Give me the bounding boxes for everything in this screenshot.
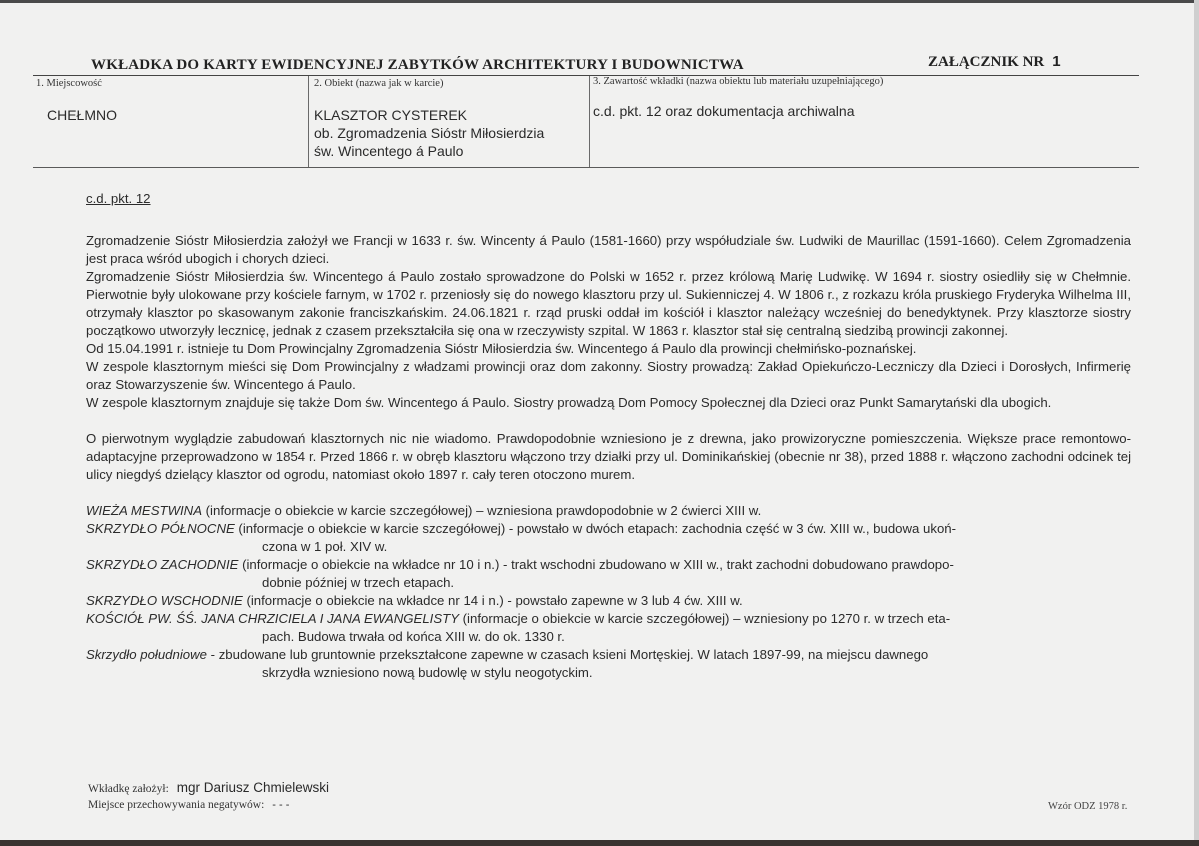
entry-continuation: pach. Budowa trwała od końca XIII w. do ok. 1330 r.	[262, 629, 565, 644]
contents-label: 3. Zawartość wkładki (nazwa obiektu lub materiału uzupełniającego)	[593, 76, 884, 87]
annex-label	[928, 53, 1061, 71]
object-label: 2. Obiekt (nazwa jak w karcie)	[314, 78, 444, 89]
entry-south-wing	[86, 646, 1131, 682]
page-edge-top	[0, 0, 1199, 3]
entry-text: (informacje o obiekcie w karcie szczegółowej) – wzniesiony po 1270 r. w trzech eta-	[459, 611, 951, 626]
entry-text: (informacje o obiekcie w karcie szczegółowej) – wzniesiona prawdopodobnie w 2 ćwierci XIII w.	[202, 503, 762, 518]
paragraph-province-house: Od 15.04.1991 r. istnieje tu Dom Prowincjalny Zgromadzenia Sióstr Miłosierdzia św. Wincentego á Paulo dla prowincji chełmińsko-poznańskej.	[86, 341, 917, 356]
document-body	[86, 190, 1131, 682]
page-edge-bottom	[0, 840, 1199, 846]
column-divider-1	[308, 76, 309, 167]
entry-tower	[86, 502, 1131, 520]
entry-text: (informacje o obiekcie na wkładce nr 10 i n.) - trakt wschodni zbudowano w XIII w., trakt zachodni dobudowano prawdopo-	[238, 557, 954, 572]
negatives-value: - - -	[272, 799, 290, 811]
annex-label-text: ZAŁĄCZNIK NR	[928, 54, 1045, 70]
entry-continuation: skrzydła wzniesiono nową budowlę w stylu neogotyckim.	[262, 665, 593, 680]
column-divider-2	[589, 76, 590, 167]
locality-value: CHEŁMNO	[47, 107, 118, 123]
entry-name: KOŚCIÓŁ PW. ŚŚ. JANA CHRZICIELA I JANA EWANGELISTY	[86, 611, 459, 626]
paragraph-founding: Zgromadzenie Sióstr Miłosierdzia założył we Francji w 1633 r. św. Wincenty á Paulo (1581-1660) przy współudziale św. Ludwiki de Maurillac (1591-1660). Celem Zgromadzenia jest praca wśród ubogich i chorych dzieci.	[86, 233, 1131, 266]
entry-name: WIEŻA MESTWINA	[86, 503, 202, 518]
page-edge-right	[1194, 0, 1199, 846]
entry-church	[86, 610, 1131, 646]
author-value: mgr Dariusz Chmielewski	[176, 780, 330, 795]
paragraph-buildings: O pierwotnym wyglądzie zabudowań klasztornych nic nie wiadomo. Prawdopodobnie wzniesiono je z drewna, jako prowizoryczne pomieszczenia. Większe prace remontowo-adaptacyjne przeprowadzono w 1854 r. Przed 1866 r. w obręb klasztoru włączono trzy działki przy ul. Dominikańskiej (obecnie nr 38), przed 1888 r. włączono zachodni odcinek tej ulicy niegdyś dzielący klasztor od ogrodu, natomiast około 1897 r. cały teren otoczono murem.	[86, 431, 1131, 482]
entry-name: SKRZYDŁO ZACHODNIE	[86, 557, 239, 572]
entry-name: Skrzydło południowe	[86, 647, 207, 662]
form-title: WKŁADKA DO KARTY EWIDENCYJNEJ ZABYTKÓW ARCHITEKTURY I BUDOWNICTWA	[91, 57, 744, 73]
table-top-line	[33, 75, 1139, 76]
entry-continuation: czona w 1 poł. XIV w.	[262, 539, 388, 554]
section-heading: c.d. pkt. 12	[86, 191, 151, 206]
table-bottom-line	[33, 167, 1139, 168]
object-line-2: ob. Zgromadzenia Sióstr Miłosierdzia	[314, 125, 545, 141]
negatives-row	[88, 795, 289, 813]
entry-west-wing	[86, 556, 1131, 592]
paragraph-vincent-house: W zespole klasztornym znajduje się także Dom św. Wincentego á Paulo. Siostry prowadzą Dom Pomocy Społecznej dla Dzieci oraz Punkt Samarytański dla ubogich.	[86, 395, 1052, 410]
paragraph-history: Zgromadzenie Sióstr Miłosierdzia św. Wincentego á Paulo zostało sprowadzone do Polski w 1652 r. przez królową Marię Ludwikę. W 1694 r. siostry osiedliły się w Chełmnie. Pierwotnie były ulokowane przy kościele farnym, w 1702 r. przeniosły się do nowego klasztoru przy ul. Sukienniczej 4. W 1806 r., z rozkazu króla pruskiego Fryderyka Wilhelma III, otrzymały klasztor po skasowanym zakonie franciszkańskim. 24.06.1821 r. rząd pruski oddał im kościół i klasztor należący wcześniej do benedyktynek. Przy klasztorze siostry początkowo utworzyły lecznicę, jednak z czasem przekształciła się ona w rzeczywisty szpital. W 1863 r. klasztor stał się centralną siedzibą prowincji zakonnej.	[86, 269, 1131, 338]
contents-value: c.d. pkt. 12 oraz dokumentacja archiwalna	[593, 103, 855, 119]
entry-north-wing	[86, 520, 1131, 556]
author-label: Wkładkę założył:	[88, 783, 169, 795]
locality-label: 1. Miejscowość	[36, 78, 102, 89]
annex-number: 1	[1052, 53, 1061, 70]
form-pattern-label: Wzór ODZ 1978 r.	[1048, 801, 1128, 812]
negatives-label: Miejsce przechowywania negatywów:	[88, 799, 265, 811]
object-value	[314, 106, 544, 160]
entry-name: SKRZYDŁO WSCHODNIE	[86, 593, 243, 608]
entry-text: - zbudowane lub gruntownie przekształcone zapewne w czasach ksieni Mortęskiej. W latach 1897-99, na miejscu dawnego	[206, 647, 929, 662]
entry-name: SKRZYDŁO PÓŁNOCNE	[86, 521, 235, 536]
object-line-1: KLASZTOR CYSTEREK	[314, 107, 468, 123]
paragraph-complex-functions: W zespole klasztornym mieści się Dom Prowincjalny z władzami prowincji oraz dom zakonny. Siostry prowadzą: Zakład Opiekuńczo-Leczniczy dla Dzieci i Dorosłych, Infirmerię oraz Stowarzyszenie św. Wincentego á Paulo.	[86, 359, 1131, 392]
entry-east-wing	[86, 592, 1131, 610]
object-line-3: św. Wincentego á Paulo	[314, 143, 464, 159]
entry-text: (informacje o obiekcie na wkładce nr 14 i n.) - powstało zapewne w 3 lub 4 ćw. XIII w.	[242, 593, 743, 608]
entry-continuation: dobnie później w trzech etapach.	[262, 575, 455, 590]
entry-text: (informacje o obiekcie w karcie szczegółowej) - powstało w dwóch etapach: zachodnia część w 3 ćw. XIII w., budowa ukoń-	[234, 521, 957, 536]
